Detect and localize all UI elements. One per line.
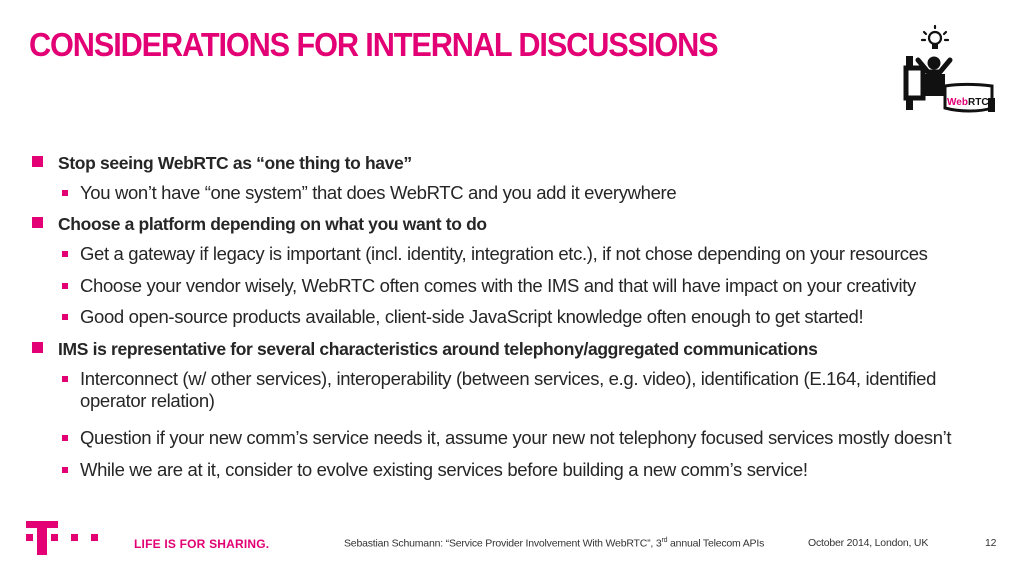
bullet-marker bbox=[32, 156, 43, 167]
citation-pre: Sebastian Schumann: “Service Provider Involvement With WebRTC”, 3 bbox=[344, 537, 662, 550]
list-item bbox=[62, 182, 676, 204]
bullet-marker bbox=[62, 467, 68, 473]
list-item bbox=[62, 427, 951, 449]
bullet-marker bbox=[62, 283, 68, 289]
logo-rtc-text: RTC bbox=[968, 97, 989, 108]
list-item bbox=[62, 243, 928, 265]
telekom-logo bbox=[26, 521, 102, 560]
citation-sup: rd bbox=[661, 537, 668, 544]
bullet-marker bbox=[32, 342, 43, 353]
list-item bbox=[62, 275, 916, 297]
footer-date-location: October 2014, London, UK bbox=[808, 537, 929, 549]
list-item bbox=[62, 368, 980, 412]
bullet-marker bbox=[62, 435, 68, 441]
bullet-marker bbox=[62, 314, 68, 320]
bullet-text: Stop seeing WebRTC as “one thing to have” bbox=[58, 153, 412, 173]
list-item bbox=[62, 459, 808, 481]
bullet-marker bbox=[32, 217, 43, 228]
slide-title: CONSIDERATIONS FOR INTERNAL DISCUSSIONS bbox=[29, 26, 718, 63]
list-item bbox=[32, 338, 817, 360]
bullet-text: Choose your vendor wisely, WebRTC often comes with the IMS and that will have impact on your creativity bbox=[80, 275, 916, 296]
tagline: LIFE IS FOR SHARING. bbox=[134, 537, 270, 551]
bullet-text: Choose a platform depending on what you want to do bbox=[58, 214, 487, 234]
bullet-marker bbox=[62, 251, 68, 257]
list-item bbox=[32, 152, 412, 174]
bullet-text: Interconnect (w/ other services), interoperability (between services, e.g. video), identification (E.164, identified operator relation) bbox=[80, 368, 937, 411]
bullet-text: Get a gateway if legacy is important (incl. identity, integration etc.), if not chose depending on your resources bbox=[80, 243, 928, 264]
webrtc-logo bbox=[900, 24, 996, 116]
bullet-text: IMS is representative for several characteristics around telephony/aggregated communications bbox=[58, 339, 818, 359]
telekom-t-icon bbox=[26, 521, 102, 555]
bullet-marker bbox=[62, 190, 68, 196]
page-number: 12 bbox=[985, 537, 997, 549]
bullet-text: While we are at it, consider to evolve existing services before building a new comm’s service! bbox=[80, 459, 808, 480]
list-item bbox=[62, 306, 863, 328]
citation-post: annual Telecom APIs bbox=[667, 537, 765, 550]
footer-citation bbox=[344, 537, 764, 550]
bullet-text: You won’t have “one system” that does WebRTC and you add it everywhere bbox=[80, 182, 677, 203]
bullet-text: Good open-source products available, client-side JavaScript knowledge often enough to get started! bbox=[80, 306, 864, 327]
logo-web-text: Web bbox=[947, 97, 968, 108]
list-item bbox=[32, 213, 487, 235]
webrtc-idea-icon bbox=[900, 24, 996, 116]
bullet-text: Question if your new comm’s service needs it, assume your new not telephony focused services mostly doesn’t bbox=[80, 427, 952, 448]
bullet-marker bbox=[62, 376, 68, 382]
